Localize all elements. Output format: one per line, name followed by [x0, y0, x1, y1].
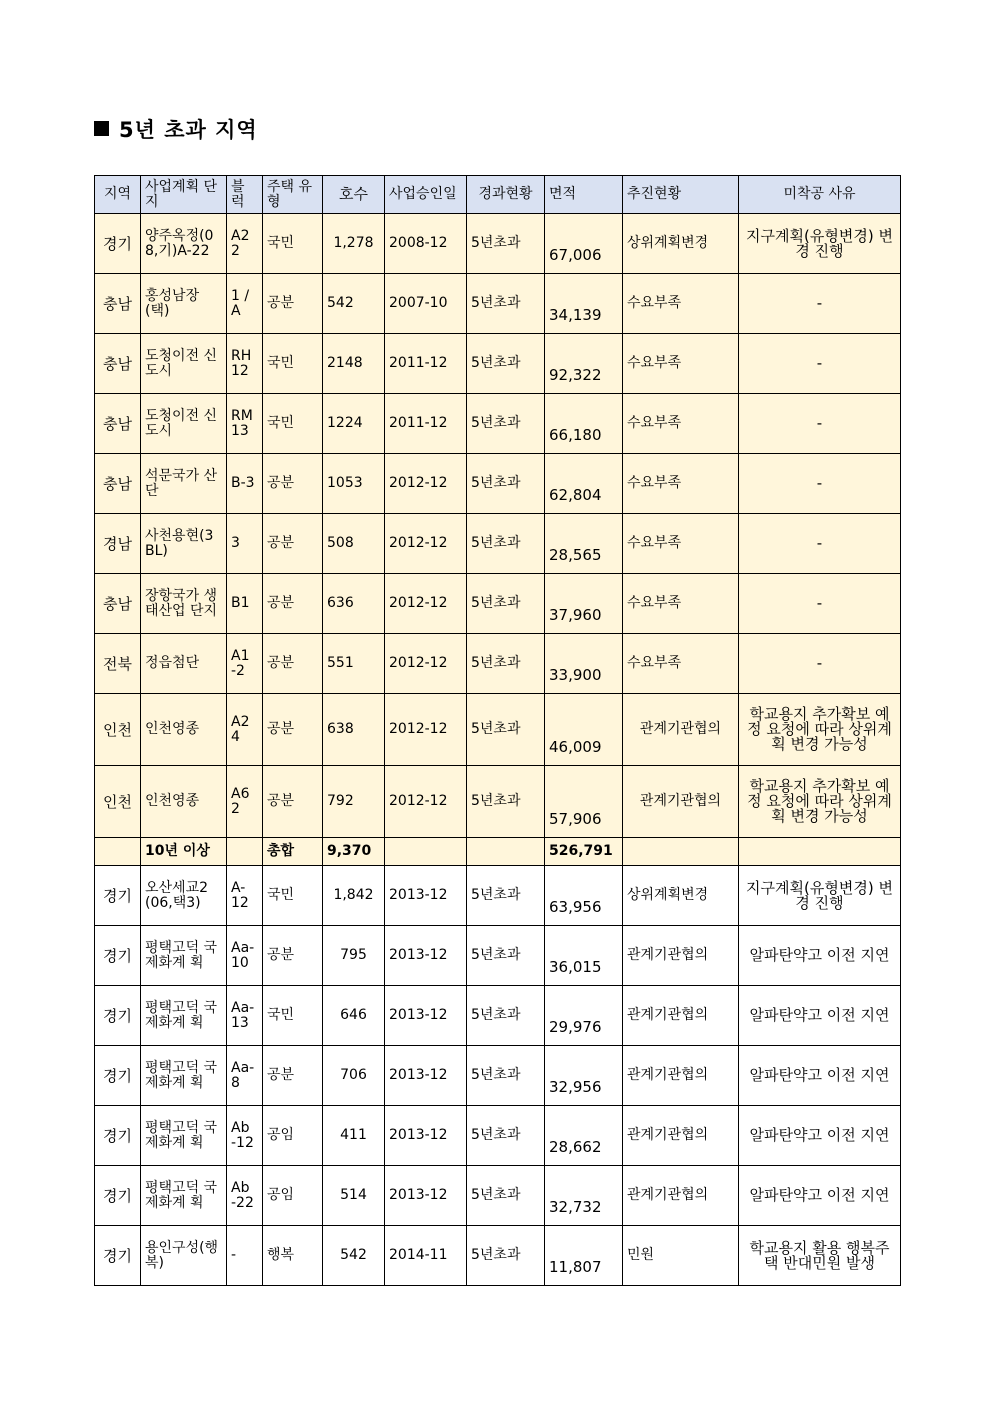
- complex-cell: 오산세교2 (06,택3): [141, 866, 227, 926]
- reason-cell: 학교용지 추가확보 예정 요청에 따라 상위계획 변경 가능성: [739, 766, 901, 838]
- status-cell: 5년초과: [467, 574, 545, 634]
- block-cell: RH 12: [227, 334, 263, 394]
- project-table: [94, 175, 901, 1286]
- block-cell: Ab -22: [227, 1166, 263, 1226]
- approval-date-cell: 2014-11: [385, 1226, 467, 1286]
- progress-cell: 관계기관협의: [623, 1046, 739, 1106]
- region-cell: 경기: [95, 1106, 141, 1166]
- reason-cell: 알파탄약고 이전 지연: [739, 986, 901, 1046]
- complex-cell: 사천용현(3BL): [141, 514, 227, 574]
- block-cell: 3: [227, 514, 263, 574]
- header-reason: 미착공 사유: [739, 176, 901, 214]
- type-cell: 국민: [263, 334, 323, 394]
- status-cell: 5년초과: [467, 1166, 545, 1226]
- square-bullet-icon: [94, 121, 109, 136]
- summary-area: 526,791: [545, 838, 623, 866]
- complex-cell: 평택고덕 국제화계 획: [141, 1046, 227, 1106]
- type-cell: 공임: [263, 1166, 323, 1226]
- reason-cell: -: [739, 454, 901, 514]
- status-cell: 5년초과: [467, 1226, 545, 1286]
- units-cell: 706: [323, 1046, 385, 1106]
- area-cell: 32,956: [545, 1046, 623, 1106]
- table-row: [95, 394, 901, 454]
- type-cell: 국민: [263, 986, 323, 1046]
- region-cell: 인천: [95, 766, 141, 838]
- area-cell: 11,807: [545, 1226, 623, 1286]
- reason-cell: 알파탄약고 이전 지연: [739, 926, 901, 986]
- area-cell: 37,960: [545, 574, 623, 634]
- table-row: [95, 214, 901, 274]
- status-cell: 5년초과: [467, 454, 545, 514]
- summary-label: 10년 이상: [141, 838, 227, 866]
- progress-cell: 상위계획변경: [623, 214, 739, 274]
- block-cell: Aa- 10: [227, 926, 263, 986]
- approval-date-cell: 2012-12: [385, 574, 467, 634]
- summary-row: [95, 838, 901, 866]
- region-cell: 충남: [95, 334, 141, 394]
- reason-cell: -: [739, 634, 901, 694]
- approval-date-cell: 2011-12: [385, 334, 467, 394]
- approval-date-cell: 2013-12: [385, 1106, 467, 1166]
- block-cell: A22: [227, 214, 263, 274]
- complex-cell: 인천영종: [141, 766, 227, 838]
- status-cell: 5년초과: [467, 394, 545, 454]
- area-cell: 67,006: [545, 214, 623, 274]
- status-cell: 5년초과: [467, 866, 545, 926]
- block-cell: A6 2: [227, 766, 263, 838]
- progress-cell: 관계기관협의: [623, 1166, 739, 1226]
- region-cell: 충남: [95, 394, 141, 454]
- approval-date-cell: 2013-12: [385, 1166, 467, 1226]
- complex-cell: 용인구성(행복): [141, 1226, 227, 1286]
- table-row: [95, 866, 901, 926]
- type-cell: 공분: [263, 454, 323, 514]
- complex-cell: 평택고덕 국제화계 획: [141, 986, 227, 1046]
- region-cell: 경기: [95, 986, 141, 1046]
- region-cell: 경남: [95, 514, 141, 574]
- region-cell: 경기: [95, 926, 141, 986]
- area-cell: 28,662: [545, 1106, 623, 1166]
- header-type: 주택 유형: [263, 176, 323, 214]
- progress-cell: 관계기관협의: [623, 766, 739, 838]
- units-cell: 411: [323, 1106, 385, 1166]
- progress-cell: 관계기관협의: [623, 1106, 739, 1166]
- table-row: [95, 1226, 901, 1286]
- units-cell: 551: [323, 634, 385, 694]
- type-cell: 공분: [263, 514, 323, 574]
- approval-date-cell: 2013-12: [385, 866, 467, 926]
- type-cell: 행복: [263, 1226, 323, 1286]
- page-title: [94, 114, 258, 144]
- table-row: [95, 454, 901, 514]
- type-cell: 공분: [263, 766, 323, 838]
- progress-cell: 관계기관협의: [623, 986, 739, 1046]
- block-cell: -: [227, 1226, 263, 1286]
- table-row: [95, 1166, 901, 1226]
- units-cell: 514: [323, 1166, 385, 1226]
- units-cell: 646: [323, 986, 385, 1046]
- approval-date-cell: 2012-12: [385, 694, 467, 766]
- table-row: [95, 574, 901, 634]
- table-row: [95, 694, 901, 766]
- type-cell: 국민: [263, 866, 323, 926]
- status-cell: 5년초과: [467, 694, 545, 766]
- region-cell: 충남: [95, 454, 141, 514]
- area-cell: 33,900: [545, 634, 623, 694]
- units-cell: 638: [323, 694, 385, 766]
- region-cell: 전북: [95, 634, 141, 694]
- header-region: 지역: [95, 176, 141, 214]
- approval-date-cell: 2012-12: [385, 514, 467, 574]
- progress-cell: 수요부족: [623, 454, 739, 514]
- block-cell: A2 4: [227, 694, 263, 766]
- table-row: [95, 986, 901, 1046]
- area-cell: 66,180: [545, 394, 623, 454]
- block-cell: A1 -2: [227, 634, 263, 694]
- header-progress: 추진현황: [623, 176, 739, 214]
- complex-cell: 정읍첨단: [141, 634, 227, 694]
- block-cell: Ab -12: [227, 1106, 263, 1166]
- complex-cell: 평택고덕 국제화계 획: [141, 926, 227, 986]
- reason-cell: 알파탄약고 이전 지연: [739, 1106, 901, 1166]
- approval-date-cell: 2012-12: [385, 634, 467, 694]
- region-cell: 경기: [95, 1226, 141, 1286]
- status-cell: 5년초과: [467, 1046, 545, 1106]
- reason-cell: 알파탄약고 이전 지연: [739, 1166, 901, 1226]
- type-cell: 공분: [263, 926, 323, 986]
- reason-cell: 알파탄약고 이전 지연: [739, 1046, 901, 1106]
- area-cell: 28,565: [545, 514, 623, 574]
- summary-type: 총합: [263, 838, 323, 866]
- units-cell: 636: [323, 574, 385, 634]
- area-cell: 63,956: [545, 866, 623, 926]
- table-header-row: [95, 176, 901, 214]
- progress-cell: 수요부족: [623, 394, 739, 454]
- area-cell: 92,322: [545, 334, 623, 394]
- region-cell: 충남: [95, 274, 141, 334]
- complex-cell: 석문국가 산단: [141, 454, 227, 514]
- approval-date-cell: 2013-12: [385, 986, 467, 1046]
- block-cell: 1 / A: [227, 274, 263, 334]
- approval-date-cell: 2013-12: [385, 1046, 467, 1106]
- type-cell: 공분: [263, 1046, 323, 1106]
- units-cell: 1053: [323, 454, 385, 514]
- area-cell: 29,976: [545, 986, 623, 1046]
- area-cell: 34,139: [545, 274, 623, 334]
- table-row: [95, 926, 901, 986]
- table-row: [95, 1046, 901, 1106]
- approval-date-cell: 2011-12: [385, 394, 467, 454]
- block-cell: B1: [227, 574, 263, 634]
- approval-date-cell: 2012-12: [385, 766, 467, 838]
- status-cell: 5년초과: [467, 926, 545, 986]
- progress-cell: 수요부족: [623, 574, 739, 634]
- type-cell: 공분: [263, 274, 323, 334]
- area-cell: 62,804: [545, 454, 623, 514]
- area-cell: 57,906: [545, 766, 623, 838]
- units-cell: 792: [323, 766, 385, 838]
- status-cell: 5년초과: [467, 274, 545, 334]
- region-cell: 경기: [95, 866, 141, 926]
- complex-cell: 양주옥정(08,기)A-22: [141, 214, 227, 274]
- status-cell: 5년초과: [467, 766, 545, 838]
- header-units: 호수: [323, 176, 385, 214]
- approval-date-cell: 2012-12: [385, 454, 467, 514]
- block-cell: A- 12: [227, 866, 263, 926]
- area-cell: 46,009: [545, 694, 623, 766]
- reason-cell: 학교용지 추가확보 예정 요청에 따라 상위계획 변경 가능성: [739, 694, 901, 766]
- type-cell: 공분: [263, 634, 323, 694]
- type-cell: 국민: [263, 394, 323, 454]
- header-status: 경과현황: [467, 176, 545, 214]
- table-row: [95, 766, 901, 838]
- approval-date-cell: 2007-10: [385, 274, 467, 334]
- complex-cell: 도청이전 신도시: [141, 334, 227, 394]
- reason-cell: -: [739, 514, 901, 574]
- table-row: [95, 274, 901, 334]
- type-cell: 공분: [263, 574, 323, 634]
- complex-cell: 홍성남장(택): [141, 274, 227, 334]
- header-block: 블럭: [227, 176, 263, 214]
- area-cell: 32,732: [545, 1166, 623, 1226]
- progress-cell: 수요부족: [623, 514, 739, 574]
- progress-cell: 관계기관협의: [623, 926, 739, 986]
- region-cell: 충남: [95, 574, 141, 634]
- region-cell: 경기: [95, 1046, 141, 1106]
- complex-cell: 장항국가 생태산업 단지: [141, 574, 227, 634]
- units-cell: 795: [323, 926, 385, 986]
- block-cell: Aa- 8: [227, 1046, 263, 1106]
- units-cell: 1224: [323, 394, 385, 454]
- progress-cell: 관계기관협의: [623, 694, 739, 766]
- units-cell: 2148: [323, 334, 385, 394]
- header-complex: 사업계획 단지: [141, 176, 227, 214]
- area-cell: 36,015: [545, 926, 623, 986]
- region-cell: 경기: [95, 214, 141, 274]
- approval-date-cell: 2013-12: [385, 926, 467, 986]
- header-area: 면적: [545, 176, 623, 214]
- reason-cell: -: [739, 274, 901, 334]
- status-cell: 5년초과: [467, 334, 545, 394]
- units-cell: 542: [323, 1226, 385, 1286]
- type-cell: 공임: [263, 1106, 323, 1166]
- status-cell: 5년초과: [467, 214, 545, 274]
- table-row: [95, 514, 901, 574]
- reason-cell: 지구계획(유형변경) 변경 진행: [739, 866, 901, 926]
- reason-cell: 학교용지 활용 행복주택 반대민원 발생: [739, 1226, 901, 1286]
- block-cell: Aa- 13: [227, 986, 263, 1046]
- table-row: [95, 334, 901, 394]
- reason-cell: -: [739, 334, 901, 394]
- progress-cell: 수요부족: [623, 634, 739, 694]
- progress-cell: 민원: [623, 1226, 739, 1286]
- page-title-text: 5년 초과 지역: [119, 118, 258, 142]
- status-cell: 5년초과: [467, 634, 545, 694]
- table-row: [95, 634, 901, 694]
- header-approval: 사업승인일: [385, 176, 467, 214]
- units-cell: 542: [323, 274, 385, 334]
- units-cell: 1,278: [323, 214, 385, 274]
- complex-cell: 인천영종: [141, 694, 227, 766]
- complex-cell: 평택고덕 국제화계 획: [141, 1106, 227, 1166]
- summary-units: 9,370: [323, 838, 385, 866]
- type-cell: 공분: [263, 694, 323, 766]
- reason-cell: -: [739, 394, 901, 454]
- reason-cell: -: [739, 574, 901, 634]
- reason-cell: 지구계획(유형변경) 변경 진행: [739, 214, 901, 274]
- region-cell: 인천: [95, 694, 141, 766]
- table-row: [95, 1106, 901, 1166]
- approval-date-cell: 2008-12: [385, 214, 467, 274]
- block-cell: RM 13: [227, 394, 263, 454]
- complex-cell: 도청이전 신도시: [141, 394, 227, 454]
- block-cell: B-3: [227, 454, 263, 514]
- units-cell: 508: [323, 514, 385, 574]
- progress-cell: 수요부족: [623, 274, 739, 334]
- type-cell: 국민: [263, 214, 323, 274]
- status-cell: 5년초과: [467, 1106, 545, 1166]
- units-cell: 1,842: [323, 866, 385, 926]
- complex-cell: 평택고덕 국제화계 획: [141, 1166, 227, 1226]
- region-cell: 경기: [95, 1166, 141, 1226]
- progress-cell: 수요부족: [623, 334, 739, 394]
- status-cell: 5년초과: [467, 514, 545, 574]
- progress-cell: 상위계획변경: [623, 866, 739, 926]
- status-cell: 5년초과: [467, 986, 545, 1046]
